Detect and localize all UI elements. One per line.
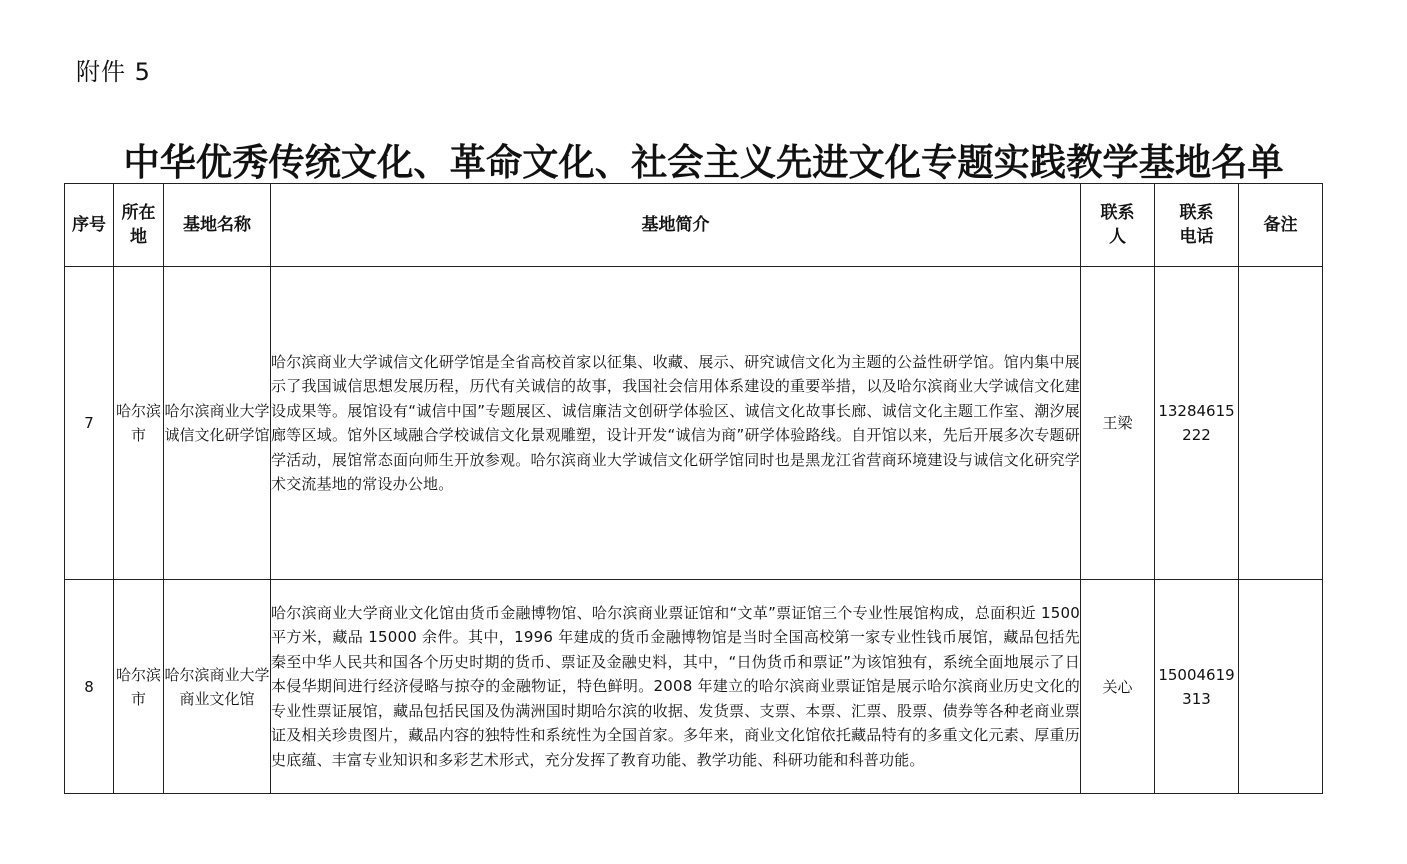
attachment-label: 附件 5 <box>76 58 151 86</box>
column-header-contact: 联系人 <box>1081 184 1155 267</box>
cell-index: 8 <box>65 580 114 794</box>
table-row <box>65 580 1323 794</box>
column-header-location: 所在地 <box>114 184 164 267</box>
cell-index: 7 <box>65 267 114 580</box>
table-header-row <box>65 184 1323 267</box>
cell-location: 哈尔滨市 <box>114 267 164 580</box>
cell-remark <box>1239 267 1323 580</box>
column-header-intro: 基地简介 <box>271 184 1081 267</box>
cell-name: 哈尔滨商业大学诚信文化研学馆 <box>164 267 271 580</box>
column-header-remark: 备注 <box>1239 184 1323 267</box>
cell-name: 哈尔滨商业大学商业文化馆 <box>164 580 271 794</box>
column-header-name: 基地名称 <box>164 184 271 267</box>
cell-location: 哈尔滨市 <box>114 580 164 794</box>
cell-intro: 哈尔滨商业大学商业文化馆由货币金融博物馆、哈尔滨商业票证馆和“文革”票证馆三个专业性展馆构成，总面积近 1500 平方米，藏品 15000 余件。其中，1996 年建成的货币金融博物馆是当时全国高校第一家专业性钱币展馆，藏品包括先秦至中华人民共和国各个历史时期的货币、票证及金融史料，其中，“日伪货币和票证”为该馆独有，系统全面地展示了日本侵华期间进行经济侵略与掠夺的金融物证，特色鲜明。2008 年建立的哈尔滨商业票证馆是展示哈尔滨商业历史文化的专业性票证展馆，藏品包括民国及伪满洲国时期哈尔滨的收据、发货票、支票、本票、汇票、股票、债券等各种老商业票证及相关珍贵图片，藏品内容的独特性和系统性为全国首家。多年来，商业文化馆依托藏品特有的多重文化元素、厚重历史底蕴、丰富专业知识和多彩艺术形式，充分发挥了教育功能、教学功能、科研功能和科普功能。 <box>271 580 1081 794</box>
base-list-table <box>64 183 1323 794</box>
column-header-index: 序号 <box>65 184 114 267</box>
cell-contact: 关心 <box>1081 580 1155 794</box>
cell-intro: 哈尔滨商业大学诚信文化研学馆是全省高校首家以征集、收藏、展示、研究诚信文化为主题的公益性研学馆。馆内集中展示了我国诚信思想发展历程，历代有关诚信的故事，我国社会信用体系建设的重要举措，以及哈尔滨商业大学诚信文化建设成果等。展馆设有“诚信中国”专题展区、诚信廉洁文创研学体验区、诚信文化故事长廊、诚信文化主题工作室、潮汐展廊等区域。馆外区域融合学校诚信文化景观雕塑，设计开发“诚信为商”研学体验路线。自开馆以来，先后开展多次专题研学活动，展馆常态面向师生开放参观。哈尔滨商业大学诚信文化研学馆同时也是黑龙江省营商环境建设与诚信文化研究学术交流基地的常设办公地。 <box>271 267 1081 580</box>
column-header-phone: 联系电话 <box>1155 184 1239 267</box>
cell-phone: 13284615222 <box>1155 267 1239 580</box>
cell-remark <box>1239 580 1323 794</box>
cell-phone: 15004619313 <box>1155 580 1239 794</box>
cell-contact: 王梁 <box>1081 267 1155 580</box>
document-title: 中华优秀传统文化、革命文化、社会主义先进文化专题实践教学基地名单 <box>123 140 1284 184</box>
table-row <box>65 267 1323 580</box>
